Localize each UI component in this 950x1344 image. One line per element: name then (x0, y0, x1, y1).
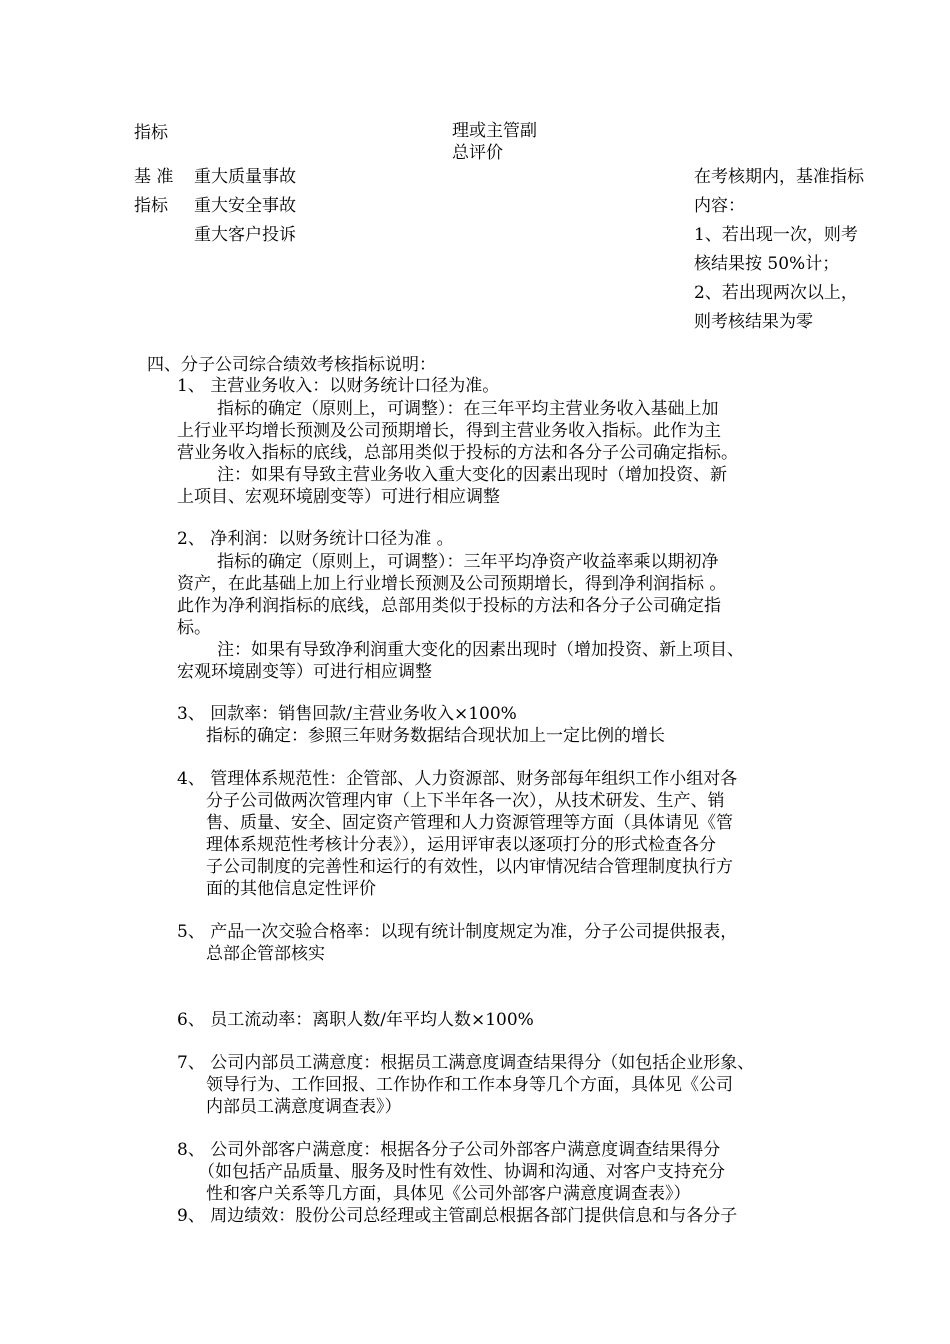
item-paragraph-line: （如包括产品质量、服务及时性有效性、协调和沟通、对客户支持充分 (198, 1162, 725, 1182)
item-paragraph-line: 指标的确定（原则上，可调整）：三年平均净资产收益率乘以期初净 (217, 552, 719, 572)
item-note-line: 宏观环境剧变等）可进行相应调整 (177, 662, 432, 682)
row1-label: 指标 (134, 123, 168, 143)
item-note-line: 上项目、宏观环境剧变等）可进行相应调整 (177, 487, 500, 507)
baseline-rule-line: 1、若出现一次，则考 (694, 225, 858, 245)
item-title: 6、 员工流动率：离职人数/年平均人数×100% (177, 1010, 534, 1030)
baseline-rule-line: 2、若出现两次以上， (694, 283, 858, 303)
baseline-rule-line: 核结果按 50%计； (694, 254, 840, 274)
row2-label-line1: 基 准 (134, 167, 174, 187)
item-title: 3、 回款率：销售回款/主营业务收入×100% (177, 704, 517, 724)
item-paragraph-line: 上行业平均增长预测及公司预期增长，得到主营业务收入指标。此作为主 (177, 421, 721, 441)
item-paragraph-line: 内部员工满意度调查表》） (206, 1097, 402, 1117)
item-title: 7、 公司内部员工满意度：根据员工满意度调查结果得分（如包括企业形象、 (177, 1053, 755, 1073)
item-title: 5、 产品一次交验合格率：以现有统计制度规定为准，分子公司提供报表， (177, 922, 738, 942)
item-paragraph-line: 指标的确定：参照三年财务数据结合现状加上一定比例的增长 (206, 726, 665, 746)
item-paragraph-line: 营业务收入指标的底线，总部用类似于投标的方法和各分子公司确定指标。 (177, 443, 738, 463)
item-paragraph-line: 理体系规范性考核计分表》），运用评审表以逐项打分的形式检查各分 (206, 835, 716, 855)
baseline-rule-line: 内容： (694, 196, 745, 216)
item-title: 9、 周边绩效：股份公司总经理或主管副总根据各部门提供信息和与各分子 (177, 1206, 738, 1226)
row1-evaluator-line2: 总评价 (452, 143, 503, 163)
row2-label-line2: 指标 (134, 196, 168, 216)
item-paragraph-line: 子公司制度的完善性和运行的有效性，以内审情况结合管理制度执行方 (206, 857, 733, 877)
item-paragraph-line: 售、质量、安全、固定资产管理和人力资源管理等方面（具体请见《管 (206, 813, 733, 833)
item-title: 4、 管理体系规范性：企管部、人力资源部、财务部每年组织工作小组对各 (177, 769, 738, 789)
baseline-rule-line: 在考核期内，基准指标 (694, 167, 864, 187)
baseline-item: 重大客户投诉 (194, 225, 296, 245)
baseline-item: 重大质量事故 (194, 167, 296, 187)
baseline-rule-line: 则考核结果为零 (694, 312, 813, 332)
item-paragraph-line: 指标的确定（原则上，可调整）：在三年平均主营业务收入基础上加 (217, 399, 719, 419)
item-paragraph-line: 资产，在此基础上加上行业增长预测及公司预期增长，得到净利润指标 。 (177, 574, 727, 594)
item-paragraph-line: 面的其他信息定性评价 (206, 879, 376, 899)
item-note-line: 注：如果有导致净利润重大变化的因素出现时（增加投资、新上项目、 (217, 640, 744, 660)
baseline-item: 重大安全事故 (194, 196, 296, 216)
section-heading: 四、分子公司综合绩效考核指标说明： (147, 355, 436, 375)
item-paragraph-line: 性和客户关系等几方面，具体见《公司外部客户满意度调查表》） (206, 1184, 691, 1204)
item-note-line: 注：如果有导致主营业务收入重大变化的因素出现时（增加投资、新 (217, 465, 727, 485)
item-title: 1、 主营业务收入：以财务统计口径为准。 (177, 376, 500, 396)
item-paragraph-line: 此作为净利润指标的底线，总部用类似于投标的方法和各分子公司确定指 (177, 596, 721, 616)
item-paragraph-line: 标。 (177, 618, 211, 638)
item-title: 2、 净利润：以财务统计口径为准 。 (177, 529, 454, 549)
item-paragraph-line: 领导行为、工作回报、工作协作和工作本身等几个方面，具体见《公司 (206, 1075, 733, 1095)
item-paragraph-line: 总部企管部核实 (206, 944, 325, 964)
row1-evaluator-line1: 理或主管副 (452, 121, 537, 141)
item-title: 8、 公司外部客户满意度：根据各分子公司外部客户满意度调查结果得分 (177, 1140, 721, 1160)
item-paragraph-line: 分子公司做两次管理内审（上下半年各一次），从技术研发、生产、销 (206, 791, 725, 811)
